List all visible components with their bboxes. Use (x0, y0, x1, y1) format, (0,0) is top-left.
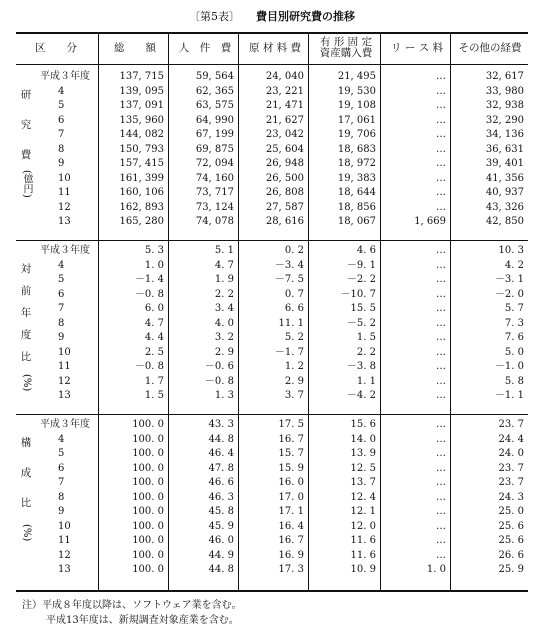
cell-total: －0. 8 (134, 288, 164, 300)
cell-lease: … (436, 288, 446, 300)
cell-total: 1. 7 (144, 375, 164, 387)
cell-fixed-assets: －10. 7 (340, 288, 376, 300)
row-year: 6 (58, 114, 65, 126)
cell-total: 4. 4 (144, 332, 164, 343)
section-label-char: 構 (20, 437, 32, 449)
row-year: 8 (58, 491, 65, 503)
cell-fixed-assets: 15. 6 (350, 419, 376, 430)
cell-fixed-assets: 19, 108 (337, 100, 376, 111)
row-year: 13 (58, 564, 71, 575)
cell-materials: 15. 9 (278, 462, 304, 474)
cell-materials: 21, 471 (265, 100, 304, 111)
cell-lease: … (436, 201, 446, 213)
cell-materials: 21, 627 (265, 114, 304, 126)
cell-materials: 26, 948 (265, 158, 304, 169)
cell-other: 33, 980 (485, 85, 524, 97)
cell-lease: … (436, 448, 446, 459)
cell-other: 24. 3 (498, 491, 524, 503)
cell-fixed-assets: 13. 7 (350, 477, 376, 488)
row-year: 6 (58, 288, 65, 300)
cell-materials: －3. 4 (274, 259, 304, 271)
row-year: 8 (58, 143, 65, 155)
cell-fixed-assets: 1. 5 (356, 332, 376, 343)
cell-materials: －7. 5 (274, 274, 304, 285)
table-title-text: 費目別研究費の推移 (256, 10, 355, 23)
cell-labor: 44. 8 (208, 564, 234, 575)
cell-materials: 1. 2 (284, 361, 304, 372)
cell-materials: 3. 7 (284, 390, 304, 401)
cell-fixed-assets: －3. 8 (346, 361, 376, 372)
cell-total: 165, 280 (119, 216, 164, 227)
cell-materials: 26, 500 (265, 172, 304, 184)
col-header-lease: リ ー ス 料 (390, 41, 443, 54)
cell-labor: 2. 9 (214, 346, 234, 358)
cell-fixed-assets: 4. 6 (356, 245, 376, 256)
cell-labor: 44. 8 (208, 433, 234, 445)
cell-materials: 6. 6 (284, 303, 304, 314)
cell-fixed-assets: 18, 856 (337, 201, 376, 213)
cell-lease: … (436, 114, 446, 126)
cell-materials: 16. 0 (278, 477, 304, 488)
cell-materials: 24, 040 (265, 71, 304, 82)
col-header-category: 区 分 (35, 41, 77, 54)
column-rule (380, 32, 381, 590)
cell-fixed-assets: 19, 383 (337, 172, 376, 184)
cell-labor: 64, 990 (195, 114, 234, 126)
cell-other: 34, 136 (485, 129, 524, 140)
cell-total: 137, 091 (119, 100, 164, 111)
cell-total: 150, 793 (119, 143, 164, 155)
cell-labor: 45. 9 (208, 520, 234, 532)
cell-lease: … (436, 361, 446, 372)
cell-labor: 67, 199 (195, 129, 234, 140)
section-unit: (%) (21, 524, 32, 542)
cell-materials: 16. 9 (278, 549, 304, 561)
cell-labor: 44. 9 (208, 549, 234, 561)
row-year: 11 (58, 535, 71, 546)
cell-fixed-assets: －4. 2 (346, 390, 376, 401)
row-year: 7 (58, 129, 65, 140)
cell-other: 7. 3 (504, 317, 524, 329)
section-label-char: 前 (20, 285, 32, 297)
cell-labor: 3. 4 (214, 303, 234, 314)
cell-lease: … (436, 187, 446, 198)
cell-other: 25. 6 (498, 535, 524, 546)
cell-materials: 5. 2 (284, 332, 304, 343)
cell-materials: 23, 221 (265, 85, 304, 97)
cell-total: 139, 095 (119, 85, 164, 97)
cell-labor: 74, 078 (195, 216, 234, 227)
row-year: 5 (58, 448, 65, 459)
col-header-other: その他の経費 (458, 41, 522, 54)
cell-fixed-assets: －5. 2 (346, 317, 376, 329)
cell-lease: … (436, 390, 446, 401)
cell-labor: 47. 8 (208, 462, 234, 474)
cell-other: －1. 0 (494, 361, 524, 372)
section-label-char: 度 (20, 329, 32, 341)
section-label-char: 比 (20, 351, 32, 363)
cell-other: 42, 850 (485, 216, 524, 227)
cell-lease: … (436, 71, 446, 82)
section-unit: (%) (21, 374, 32, 392)
cell-fixed-assets: 18, 644 (337, 187, 376, 198)
cell-other: 5. 8 (504, 375, 524, 387)
cell-lease: … (436, 549, 446, 561)
table-notes (22, 598, 242, 628)
cell-fixed-assets: 12. 5 (350, 462, 376, 474)
cell-other: 41, 356 (485, 172, 524, 184)
cell-fixed-assets: 13. 9 (350, 448, 376, 459)
cell-fixed-assets: 14. 0 (350, 433, 376, 445)
cell-labor: 72, 094 (195, 158, 234, 169)
cell-fixed-assets: 11. 6 (350, 549, 376, 561)
cell-total: 100. 0 (132, 535, 164, 546)
row-year: 平成３年度 (40, 419, 90, 430)
cell-lease: 1. 0 (426, 564, 446, 575)
cell-labor: 46. 0 (208, 535, 234, 546)
header-bottom-rule (16, 64, 528, 65)
cell-materials: 17. 3 (278, 564, 304, 575)
cell-other: 24. 0 (498, 448, 524, 459)
cell-total: 100. 0 (132, 520, 164, 532)
cell-materials: 17. 0 (278, 491, 304, 503)
cell-labor: 69, 875 (195, 143, 234, 155)
cell-other: 5. 0 (504, 346, 524, 358)
cell-materials: 16. 7 (278, 433, 304, 445)
cell-total: 100. 0 (132, 491, 164, 503)
cell-lease: … (436, 491, 446, 503)
note-line-1: 注）平成８年度以降は、ソフトウェア業を含む。 (22, 600, 242, 611)
col-header-fixed-assets-line2: 資産購入費 (319, 47, 373, 59)
cell-lease: … (436, 346, 446, 358)
cell-other: 7. 6 (504, 332, 524, 343)
column-rule (238, 32, 239, 590)
cell-lease: … (436, 419, 446, 430)
cell-fixed-assets: 18, 683 (337, 143, 376, 155)
row-year: 10 (58, 346, 71, 358)
section-label-composition (18, 436, 34, 541)
cell-other: －1. 1 (494, 390, 524, 401)
cell-total: 6. 0 (144, 303, 164, 314)
cell-fixed-assets: 21, 495 (337, 71, 376, 82)
cell-materials: 0. 2 (284, 245, 304, 256)
row-year: 9 (58, 506, 65, 517)
row-year: 13 (58, 216, 71, 227)
row-year: 5 (58, 100, 65, 111)
cell-total: 100. 0 (132, 462, 164, 474)
cell-other: 24. 4 (498, 433, 524, 445)
cell-fixed-assets: －2. 2 (346, 274, 376, 285)
cell-lease: … (436, 433, 446, 445)
cell-labor: 5. 1 (214, 245, 234, 256)
cell-other: 32, 938 (485, 100, 524, 111)
row-year: 11 (58, 361, 71, 372)
cell-other: 36, 631 (485, 143, 524, 155)
cell-lease: … (436, 158, 446, 169)
cell-fixed-assets: 1. 1 (356, 375, 376, 387)
cell-fixed-assets: 12. 1 (350, 506, 376, 517)
cell-total: 162, 893 (119, 201, 164, 213)
column-rule (98, 32, 99, 590)
cell-lease: … (436, 100, 446, 111)
cell-fixed-assets: 12. 0 (350, 520, 376, 532)
cell-labor: 1. 3 (214, 390, 234, 401)
column-rule (168, 32, 169, 590)
cell-other: 25. 6 (498, 520, 524, 532)
cell-materials: 16. 7 (278, 535, 304, 546)
cell-other: 5. 7 (504, 303, 524, 314)
cell-lease: … (436, 332, 446, 343)
row-year: 7 (58, 303, 65, 314)
cell-total: 5. 3 (144, 245, 164, 256)
cell-other: 32, 617 (485, 71, 524, 82)
cell-lease: … (436, 535, 446, 546)
note-line-2: 平成13年度は、新規調査対象産業を含む。 (46, 615, 239, 626)
row-year: 4 (58, 259, 65, 271)
row-year: 8 (58, 317, 65, 329)
cell-materials: 16. 4 (278, 520, 304, 532)
row-year: 4 (58, 85, 65, 97)
cell-lease: … (436, 462, 446, 474)
col-header-fixed-assets-line1: 有 形 固 定 (319, 36, 372, 48)
cell-fixed-assets: 10. 9 (350, 564, 376, 575)
cell-total: 144, 082 (119, 129, 164, 140)
cell-materials: 0. 7 (284, 288, 304, 300)
cell-total: 4. 7 (144, 317, 164, 329)
cell-total: 100. 0 (132, 419, 164, 430)
cell-labor: 3. 2 (214, 332, 234, 343)
cell-lease: … (436, 477, 446, 488)
cell-labor: 62, 365 (195, 85, 234, 97)
cell-lease: … (436, 85, 446, 97)
row-year: 9 (58, 158, 65, 169)
row-year: 5 (58, 274, 65, 285)
cell-labor: 59, 564 (195, 71, 234, 82)
table-title (0, 8, 544, 24)
cell-total: 157, 415 (119, 158, 164, 169)
cell-fixed-assets: 19, 706 (337, 129, 376, 140)
cell-lease: … (436, 172, 446, 184)
section-divider (16, 414, 528, 415)
section-label-char: 成 (20, 467, 32, 479)
row-year: 12 (58, 549, 71, 561)
cell-lease: … (436, 129, 446, 140)
row-year: 10 (58, 172, 71, 184)
cell-fixed-assets: 18, 067 (337, 216, 376, 227)
cell-fixed-assets: 15. 5 (350, 303, 376, 314)
row-year: 平成３年度 (40, 71, 90, 82)
cell-materials: 11. 1 (278, 317, 304, 329)
cell-lease: … (436, 520, 446, 532)
cell-total: 137, 715 (119, 71, 164, 82)
section-label-char: 費 (20, 149, 32, 161)
row-year: 6 (58, 462, 65, 474)
cell-fixed-assets: 17, 061 (337, 114, 376, 126)
table-bottom-rule (16, 590, 528, 592)
cell-total: 100. 0 (132, 506, 164, 517)
cell-total: －1. 4 (134, 274, 164, 285)
cell-total: 1. 5 (144, 390, 164, 401)
cell-total: 100. 0 (132, 433, 164, 445)
cell-fixed-assets: 12. 4 (350, 491, 376, 503)
section-label-char: 研 (20, 89, 32, 101)
cell-other: 10. 3 (498, 245, 524, 256)
cell-other: －3. 1 (494, 274, 524, 285)
cell-labor: 63, 575 (195, 100, 234, 111)
section-label-rd-expenditure (18, 88, 34, 198)
cell-other: 23. 7 (498, 419, 524, 430)
cell-fixed-assets: 18, 972 (337, 158, 376, 169)
table-top-rule (16, 32, 528, 34)
col-header-materials: 原 材 料 費 (248, 41, 301, 54)
cell-labor: －0. 6 (204, 361, 234, 372)
cell-fixed-assets: 11. 6 (350, 535, 376, 546)
cell-total: 100. 0 (132, 549, 164, 561)
cell-total: 135, 960 (119, 114, 164, 126)
cell-total: 2. 5 (144, 346, 164, 358)
cell-labor: 1. 9 (214, 274, 234, 285)
row-year: 10 (58, 520, 71, 532)
row-year: 9 (58, 332, 65, 343)
section-label-char: 年 (20, 307, 32, 319)
table-number: 〔第5表〕 (189, 10, 240, 23)
cell-labor: 4. 7 (214, 259, 234, 271)
cell-other: 26. 6 (498, 549, 524, 561)
cell-labor: 74, 160 (195, 172, 234, 184)
cell-labor: 46. 3 (208, 491, 234, 503)
col-header-total: 総 額 (114, 41, 156, 54)
cell-labor: 73, 124 (195, 201, 234, 213)
column-rule (450, 32, 451, 590)
cell-lease: … (436, 274, 446, 285)
cell-materials: 17. 1 (278, 506, 304, 517)
cell-materials: 28, 616 (265, 216, 304, 227)
cell-materials: 2. 9 (284, 375, 304, 387)
section-label-char: 比 (20, 497, 32, 509)
cell-labor: 2. 2 (214, 288, 234, 300)
cell-total: 100. 0 (132, 564, 164, 575)
cell-lease: … (436, 245, 446, 256)
section-label-char: 究 (20, 119, 32, 131)
cell-total: －0. 8 (134, 361, 164, 372)
cell-labor: 73, 717 (195, 187, 234, 198)
cell-fixed-assets: －9. 1 (346, 259, 376, 271)
section-label-yoy-change (18, 262, 34, 391)
cell-fixed-assets: 2. 2 (356, 346, 376, 358)
cell-lease: … (436, 143, 446, 155)
column-rule (308, 32, 309, 590)
cell-other: 43, 326 (485, 201, 524, 213)
cell-other: 39, 401 (485, 158, 524, 169)
cell-materials: 23, 042 (265, 129, 304, 140)
cell-total: 100. 0 (132, 477, 164, 488)
cell-lease: … (436, 506, 446, 517)
cell-other: 23. 7 (498, 462, 524, 474)
cell-lease: … (436, 317, 446, 329)
cell-materials: 15. 7 (278, 448, 304, 459)
row-year: 11 (58, 187, 71, 198)
cell-other: 25. 9 (498, 564, 524, 575)
cell-fixed-assets: 19, 530 (337, 85, 376, 97)
cell-other: 25. 0 (498, 506, 524, 517)
row-year: 平成３年度 (40, 245, 90, 256)
section-divider (16, 240, 528, 241)
cell-other: 4. 2 (504, 259, 524, 271)
section-unit: (億円) (21, 170, 32, 198)
cell-other: 40, 937 (485, 187, 524, 198)
cell-total: 160, 106 (119, 187, 164, 198)
row-year: 13 (58, 390, 71, 401)
cell-materials: 26, 808 (265, 187, 304, 198)
cell-labor: 43. 3 (208, 419, 234, 430)
cell-labor: －0. 8 (204, 375, 234, 387)
cell-labor: 46. 4 (208, 448, 234, 459)
cell-total: 100. 0 (132, 448, 164, 459)
cell-other: 32, 290 (485, 114, 524, 126)
section-label-char: 対 (20, 263, 32, 275)
cell-total: 1. 0 (144, 259, 164, 271)
cell-materials: 27, 587 (265, 201, 304, 213)
row-year: 4 (58, 433, 65, 445)
cell-other: －2. 0 (494, 288, 524, 300)
cell-total: 161, 399 (119, 172, 164, 184)
col-header-labor: 人 件 費 (178, 41, 232, 54)
cell-other: 23. 7 (498, 477, 524, 488)
cell-materials: 25, 604 (265, 143, 304, 155)
cell-labor: 46. 6 (208, 477, 234, 488)
row-year: 12 (58, 375, 71, 387)
cell-lease: … (436, 259, 446, 271)
cell-labor: 4. 0 (214, 317, 234, 329)
cell-lease: … (436, 375, 446, 387)
cell-lease: 1, 669 (414, 216, 446, 227)
col-header-fixed-assets (310, 34, 382, 62)
cell-materials: －1. 7 (274, 346, 304, 358)
row-year: 7 (58, 477, 65, 488)
row-year: 12 (58, 201, 71, 213)
cell-materials: 17. 5 (278, 419, 304, 430)
cell-lease: … (436, 303, 446, 314)
cell-labor: 45. 8 (208, 506, 234, 517)
